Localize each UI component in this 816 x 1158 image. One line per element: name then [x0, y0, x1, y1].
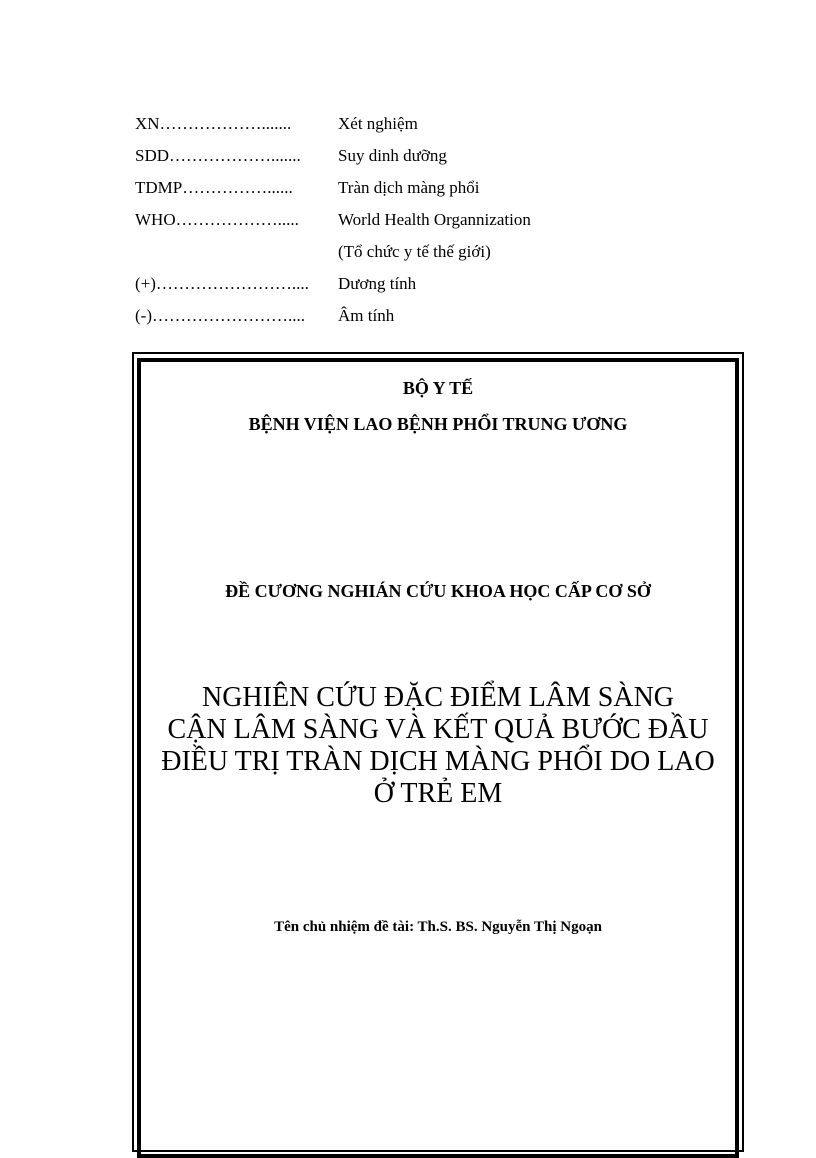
abbreviation-row — [135, 144, 635, 176]
abbreviation-term: TDMP……………...... — [135, 178, 293, 197]
research-title — [131, 682, 745, 810]
abbreviation-row — [135, 272, 635, 304]
abbreviation-row — [135, 176, 635, 208]
research-title-line: CẬN LÂM SÀNG VÀ KẾT QUẢ BƯỚC ĐẦU — [167, 714, 709, 745]
abbreviation-row — [135, 304, 635, 336]
abbreviation-term: XN………………....... — [135, 114, 292, 133]
abbreviation-definition: World Health Organnization — [338, 210, 531, 229]
abbreviation-list — [135, 112, 635, 336]
abbreviation-definition: Tràn dịch màng phổi — [338, 178, 480, 197]
hospital-heading: BỆNH VIỆN LAO BỆNH PHỔI TRUNG ƯƠNG — [248, 414, 628, 434]
abbreviation-term: WHO………………..... — [135, 210, 299, 229]
abbreviation-row — [135, 208, 635, 240]
abbreviation-row — [135, 112, 635, 144]
abbreviation-term: (-)…………………….... — [135, 306, 305, 325]
abbreviation-definition: (Tổ chức y tế thế giới) — [338, 242, 491, 261]
abbreviation-definition: Suy dinh dưỡng — [338, 146, 447, 165]
abbreviation-term: SDD………………....... — [135, 146, 301, 165]
ministry-heading: BỘ Y TẾ — [402, 378, 474, 398]
abbreviation-definition: Xét nghiệm — [338, 114, 418, 133]
research-title-line: Ở TRẺ EM — [373, 778, 503, 809]
principal-investigator: Tên chủ nhiệm đề tài: Th.S. BS. Nguyễn Thị Ngoạn — [274, 919, 602, 935]
document-type-heading: ĐỀ CƯƠNG NGHIÁN CỨU KHOA HỌC CẤP CƠ SỞ — [225, 581, 651, 601]
research-title-line: NGHIÊN CỨU ĐẶC ĐIỂM LÂM SÀNG — [201, 682, 675, 713]
abbreviation-term: (+)…………………….... — [135, 274, 309, 293]
abbreviation-definition: Dương tính — [338, 274, 417, 293]
abbreviation-row — [135, 240, 635, 272]
abbreviation-definition: Âm tính — [338, 306, 395, 325]
research-title-line: ĐIỀU TRỊ TRÀN DỊCH MÀNG PHỔI DO LAO — [161, 746, 715, 777]
